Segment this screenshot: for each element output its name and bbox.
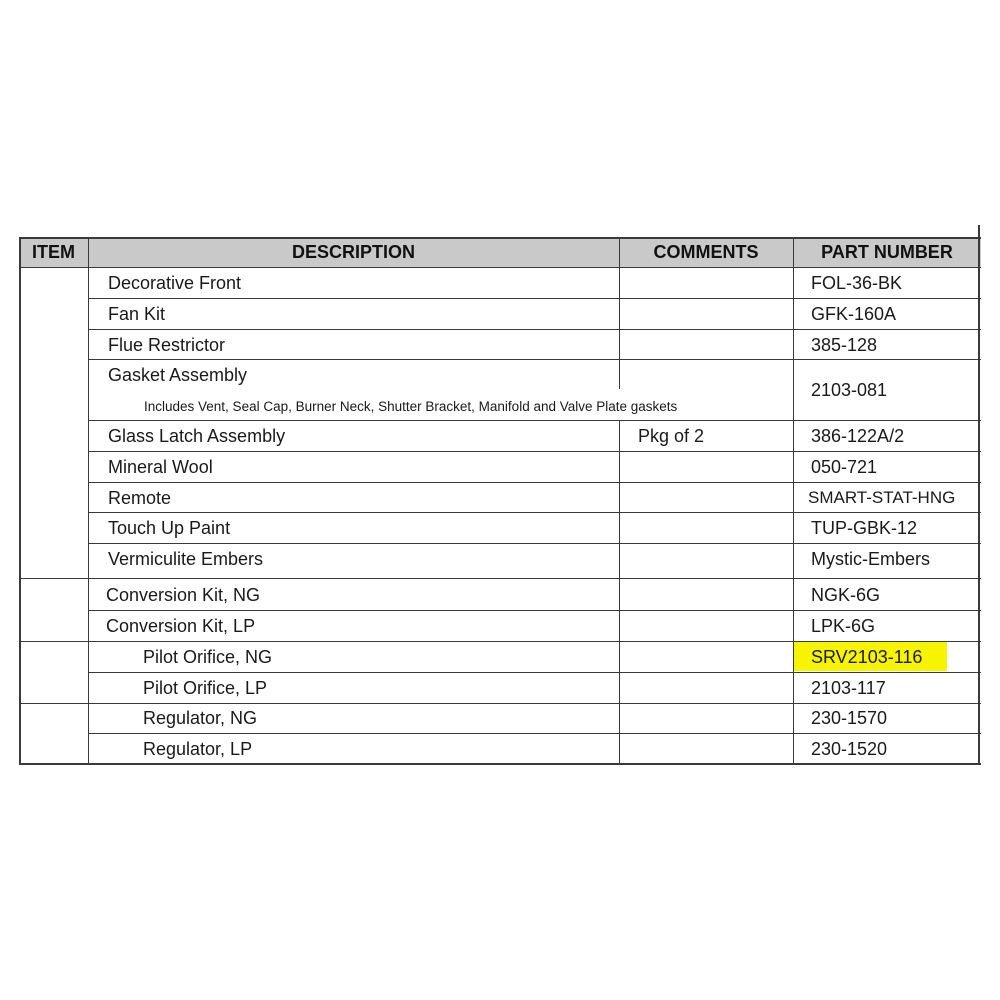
row-divider: [88, 420, 981, 421]
header-part-number: PART NUMBER: [821, 242, 953, 262]
header-comments: COMMENTS: [653, 242, 759, 262]
row-divider: [88, 512, 981, 513]
row-10-part-number: NGK-6G: [811, 585, 881, 605]
row-14-part-number: 230-1570: [811, 708, 888, 728]
row-9-part-number: Mystic-Embers: [811, 549, 931, 569]
row-3-part-number: 385-128: [811, 335, 878, 355]
row-4-description: Gasket Assembly: [108, 365, 248, 385]
row-divider: [88, 359, 981, 360]
group-divider: [19, 578, 981, 579]
border-right: [978, 225, 980, 765]
header-item: ITEM: [32, 242, 75, 262]
divider-part-number: [793, 237, 794, 765]
row-divider: [88, 610, 981, 611]
border-bottom: [19, 763, 981, 765]
row-divider: [88, 451, 981, 452]
divider-comments-b: [619, 420, 620, 765]
row-divider: [88, 543, 981, 544]
border-top: [19, 237, 981, 239]
row-9-description: Vermiculite Embers: [108, 549, 264, 569]
row-divider: [88, 733, 981, 734]
header-description: DESCRIPTION: [291, 242, 415, 262]
row-5-description: Glass Latch Assembly: [108, 426, 286, 446]
row-11-part-number: LPK-6G: [811, 616, 876, 636]
row-2-description: Fan Kit: [108, 304, 166, 324]
row-15-description: Regulator, LP: [143, 739, 253, 759]
row-11-description: Conversion Kit, LP: [106, 616, 256, 636]
border-left: [19, 237, 21, 765]
row-divider: [88, 672, 981, 673]
row-4-part-number: 2103-081: [811, 380, 888, 400]
row-8-part-number: TUP-GBK-12: [811, 518, 918, 538]
row-7-description: Remote: [108, 488, 172, 508]
group-divider: [19, 703, 981, 704]
row-6-part-number: 050-721: [811, 457, 878, 477]
row-2-part-number: GFK-160A: [811, 304, 897, 324]
row-4-note: Includes Vent, Seal Cap, Burner Neck, Shutter Bracket, Manifold and Valve Plate gaskets: [144, 399, 678, 414]
row-14-description: Regulator, NG: [143, 708, 258, 728]
row-1-description: Decorative Front: [108, 273, 242, 293]
divider-comments-a: [619, 237, 620, 389]
header-divider: [19, 267, 981, 268]
row-13-part-number: 2103-117: [811, 678, 886, 698]
row-15-part-number: 230-1520: [811, 739, 888, 759]
row-8-description: Touch Up Paint: [108, 518, 231, 538]
row-1-part-number: FOL-36-BK: [811, 273, 903, 293]
row-divider: [88, 329, 981, 330]
row-divider: [88, 298, 981, 299]
row-5-comments: Pkg of 2: [638, 426, 705, 446]
parts-table: [19, 237, 981, 765]
row-divider: [88, 482, 981, 483]
row-12-part-number: SRV2103-116: [811, 647, 923, 667]
row-6-description: Mineral Wool: [108, 457, 213, 477]
row-13-description: Pilot Orifice, LP: [143, 678, 268, 698]
row-10-description: Conversion Kit, NG: [106, 585, 261, 605]
group-divider: [19, 641, 981, 642]
row-5-part-number: 386-122A/2: [811, 426, 905, 446]
row-3-description: Flue Restrictor: [108, 335, 226, 355]
divider-item: [88, 237, 89, 765]
row-12-description: Pilot Orifice, NG: [143, 647, 273, 667]
row-7-part-number: SMART-STAT-HNG: [808, 488, 956, 507]
